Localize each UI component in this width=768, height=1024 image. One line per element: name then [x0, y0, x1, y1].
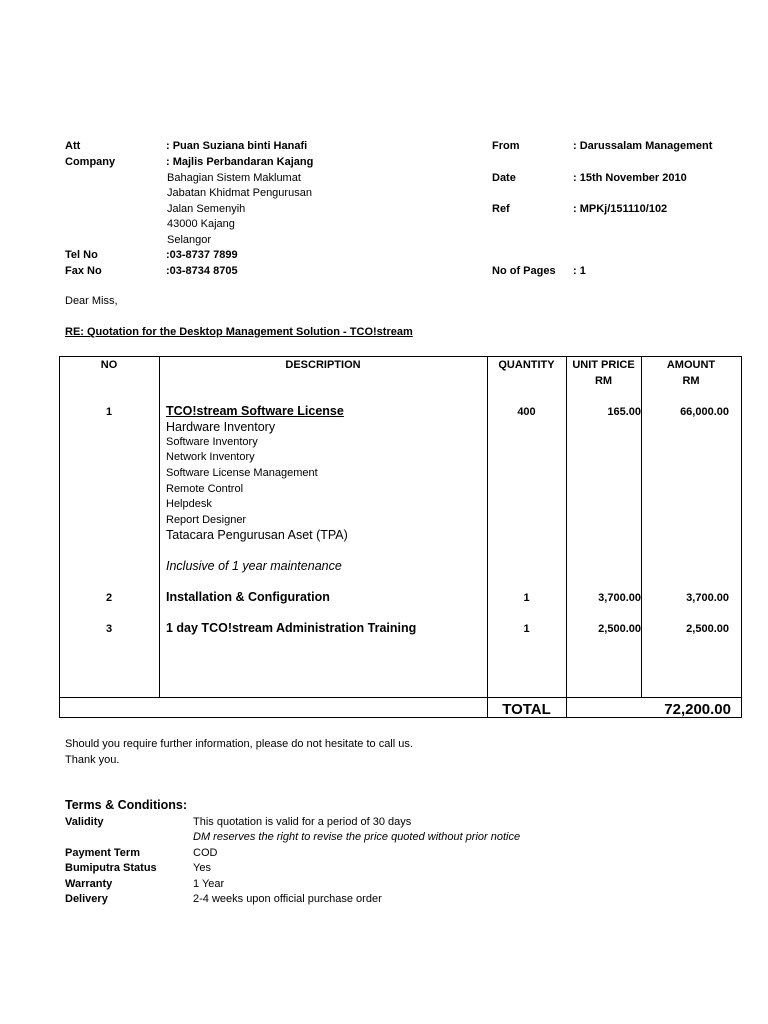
subject-line: RE: Quotation for the Desktop Management Solution - TCO!stream [65, 326, 413, 338]
item-no: 1 [105, 406, 113, 418]
company-label: Company [65, 156, 116, 168]
item-amount: 2,500.00 [686, 623, 729, 635]
item-no: 3 [105, 623, 113, 635]
validity-label: Validity [65, 816, 104, 828]
item-no: 2 [105, 592, 113, 604]
ref-label: Ref [492, 203, 510, 215]
header-description: DESCRIPTION [285, 359, 361, 371]
item-feature: Hardware Inventory [166, 420, 276, 434]
from-value: : Darussalam Management [573, 140, 713, 152]
table-border-right [741, 356, 742, 718]
fax-label: Fax No [65, 265, 102, 277]
bumiputra-value: Yes [193, 862, 211, 874]
header-unit-price-currency: RM [594, 375, 613, 387]
item-quantity: 1 [523, 592, 530, 604]
item-feature: Tatacara Pengurusan Aset (TPA) [166, 528, 348, 542]
header-unit-price: UNIT PRICE [572, 359, 635, 371]
header-amount-currency: RM [682, 375, 700, 387]
warranty-label: Warranty [65, 878, 113, 890]
address-line: Selangor [167, 234, 212, 246]
address-line: Jalan Semenyih [167, 203, 246, 215]
item-title: TCO!stream Software License [166, 404, 344, 418]
total-row-divider [59, 697, 742, 698]
pages-label: No of Pages [492, 265, 556, 277]
att-value: : Puan Suziana binti Hanafi [166, 140, 308, 152]
date-label: Date [492, 172, 516, 184]
item-title: Installation & Configuration [166, 590, 330, 604]
att-label: Att [65, 140, 81, 152]
item-feature: Network Inventory [166, 451, 255, 463]
quotation-table [59, 356, 742, 718]
total-label: TOTAL [502, 701, 551, 718]
address-line: Bahagian Sistem Maklumat [167, 172, 301, 184]
item-unit-price: 165.00 [607, 406, 641, 418]
validity-note: DM reserves the right to revise the price quoted without prior notice [193, 831, 521, 843]
tel-label: Tel No [65, 249, 98, 261]
item-amount: 66,000.00 [680, 406, 729, 418]
address-line: Jabatan Khidmat Pengurusan [167, 187, 312, 199]
item-feature: Helpdesk [166, 498, 212, 510]
payment-value: COD [193, 847, 218, 859]
item-note: Inclusive of 1 year maintenance [166, 559, 342, 573]
table-border-top [59, 356, 742, 357]
item-title: 1 day TCO!stream Administration Training [166, 621, 417, 635]
item-quantity: 400 [517, 406, 536, 418]
tel-value: :03-8737 7899 [166, 249, 238, 261]
company-value: : Majlis Perbandaran Kajang [166, 156, 314, 168]
total-value: 72,200.00 [664, 701, 731, 718]
column-divider [159, 356, 160, 697]
payment-label: Payment Term [65, 847, 140, 859]
item-feature: Software License Management [166, 467, 318, 479]
salutation: Dear Miss, [65, 295, 118, 307]
item-amount: 3,700.00 [686, 592, 729, 604]
fax-value: :03-8734 8705 [166, 265, 238, 277]
address-line: 43000 Kajang [167, 218, 235, 230]
date-value: : 15th November 2010 [573, 172, 687, 184]
item-feature: Report Designer [166, 514, 247, 526]
item-unit-price: 2,500.00 [598, 623, 641, 635]
closing-line: Should you require further information, please do not hesitate to call us. [65, 738, 413, 750]
header-quantity: QUANTITY [498, 359, 555, 371]
ref-value: : MPKj/151110/102 [573, 203, 668, 215]
item-feature: Software Inventory [166, 436, 258, 448]
delivery-label: Delivery [65, 893, 108, 905]
delivery-value: 2-4 weeks upon official purchase order [193, 893, 382, 905]
warranty-value: 1 Year [193, 878, 225, 890]
pages-value: : 1 [573, 265, 586, 277]
header-no: NO [100, 359, 118, 371]
header-amount: AMOUNT [666, 359, 716, 371]
item-quantity: 1 [523, 623, 530, 635]
bumiputra-label: Bumiputra Status [65, 862, 157, 874]
item-feature: Remote Control [166, 483, 244, 495]
from-label: From [492, 140, 520, 152]
item-unit-price: 3,700.00 [598, 592, 641, 604]
closing-line: Thank you. [65, 754, 120, 766]
terms-heading: Terms & Conditions: [65, 798, 187, 812]
validity-value: This quotation is valid for a period of 30 days [193, 816, 412, 828]
